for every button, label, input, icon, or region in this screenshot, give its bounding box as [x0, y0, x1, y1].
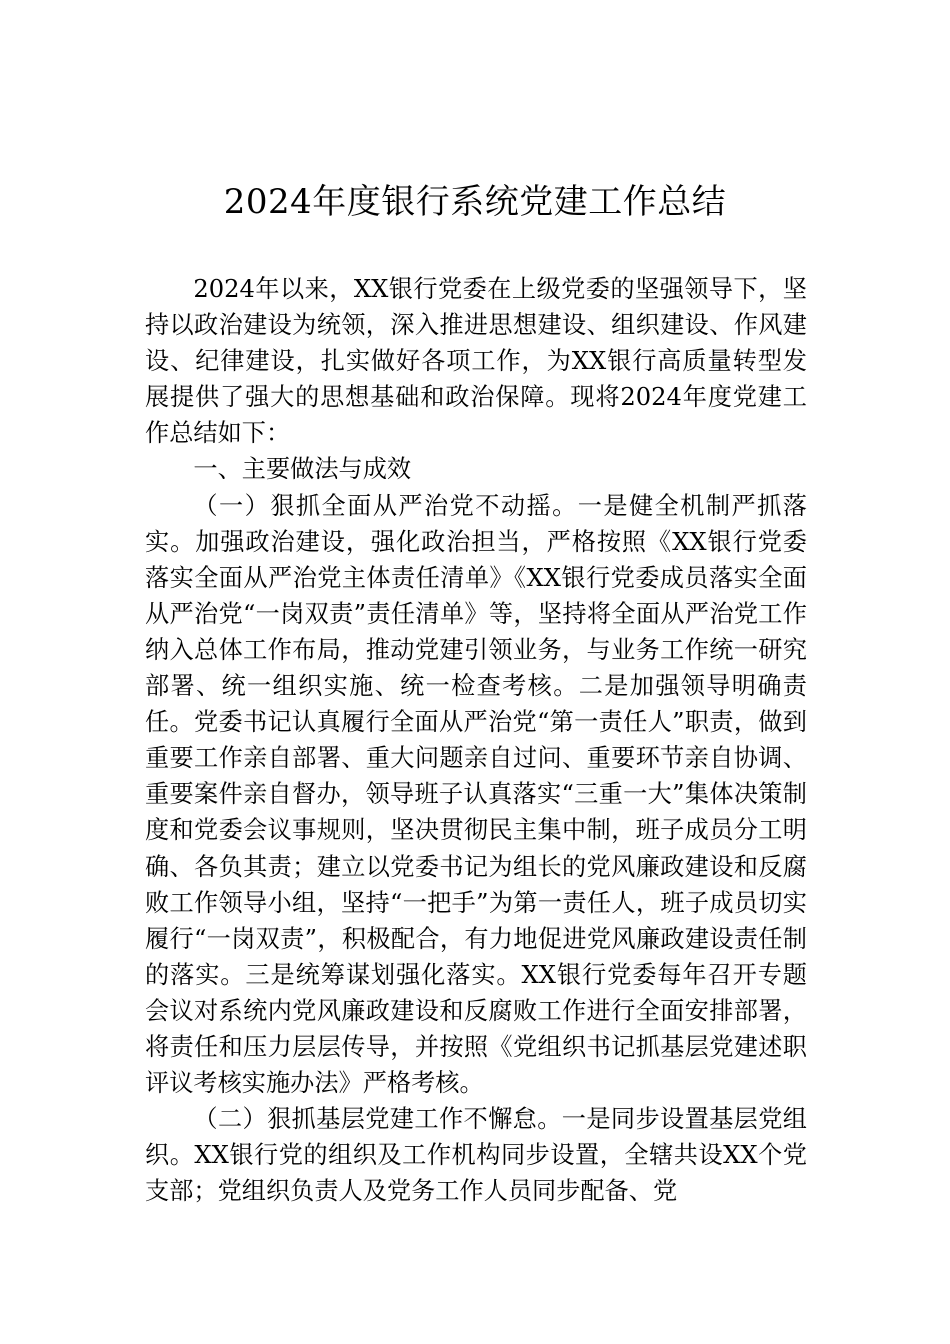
body-paragraph-2: （二）狠抓基层党建工作不懈怠。一是同步设置基层党组织。XX银行党的组织及工作机构同步设置，全辖共设XX个党支部；党组织负责人及党务工作人员同步配备、党: [145, 1105, 807, 1206]
body-paragraph-1: （一）狠抓全面从严治党不动摇。一是健全机制严抓落实。加强政治建设，强化政治担当，严格按照《XX银行党委落实全面从严治党主体责任清单》《XX银行党委成员落实全面从严治党“一岗双责”责任清单》等，坚持将全面从严治党工作纳入总体工作布局，推动党建引领业务，与业务工作统一研究部署、统一组织实施、统一检查考核。二是加强领导明确责任。党委书记认真履行全面从严治党“第一责任人”职责，做到重要工作亲自部署、重大问题亲自过问、重要环节亲自协调、重要案件亲自督办，领导班子认真落实“三重一大”集体决策制度和党委会议事规则，坚决贯彻民主集中制，班子成员分工明确、各负其责；建立以党委书记为组长的党风廉政建设和反腐败工作领导小组，坚持“一把手”为第一责任人，班子成员切实履行“一岗双责”，积极配合，有力地促进党风廉政建设责任制的落实。三是统筹谋划强化落实。XX银行党委每年召开专题会议对系统内党风廉政建设和反腐败工作进行全面安排部署，将责任和压力层层传导，并按照《党组织书记抓基层党建述职评议考核实施办法》严格考核。: [145, 491, 807, 1098]
section-heading: 一、主要做法与成效: [193, 455, 412, 484]
document-title: 2024年度银行系统党建工作总结: [223, 182, 727, 222]
intro-paragraph: 2024年以来，XX银行党委在上级党委的坚强领导下，坚持以政治建设为统领，深入推进思想建设、组织建设、作风建设、纪律建设，扎实做好各项工作，为XX银行高质量转型发展提供了强大的思想基础和政治保障。现将2024年度党建工作总结如下：: [145, 275, 807, 448]
document-body: [145, 271, 807, 1209]
